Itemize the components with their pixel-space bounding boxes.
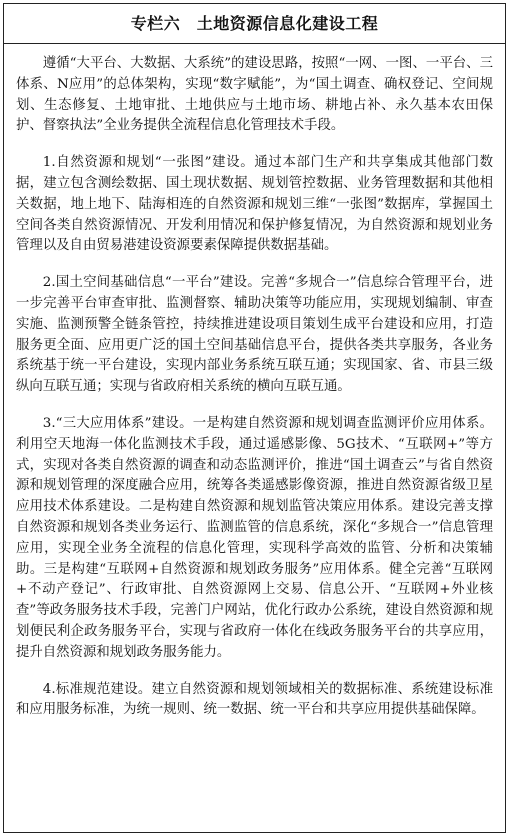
column-box [3, 3, 506, 833]
column-body [4, 44, 505, 834]
paragraph-one-platform: 2.国土空间基础信息“一平台”建设。完善“多规合一”信息综合管理平台，进一步完善平台审查审批、监测督察、辅助决策等功能应用，实现规划编制、审查实施、监测预警全链条管控，持续推进建设项目策划生成平台建设和应用，打造服务更全面、应用更广泛的国土空间基础信息平台，提供各类共享服务，各业务系统基于统一平台建设，实现内部业务系统互联互通；实现国家、省、市县三级纵向互联互通；实现与省政府相关系统的横向互联互通。 [16, 275, 493, 395]
paragraph-standards: 4.标准规范建设。建立自然资源和规划领域相关的数据标准、系统建设标准和应用服务标准，为统一规则、统一数据、统一平台和共享应用提供基础保障。 [16, 681, 493, 718]
column-title: 专栏六 土地资源信息化建设工程 [4, 4, 505, 44]
paragraph-one-map: 1.自然资源和规划“一张图”建设。通过本部门生产和共享集成其他部门数据，建立包含测绘数据、国土现状数据、规划管控数据、业务管理数据和其他相关数据，地上地下、陆海相连的自然资源和规划三维“一张图”数据库，掌握国土空间各类自然资源情况、开发利用情况和保护修复情况，为自然资源和规划业务管理以及自由贸易港建设资源要素保障提供数据基础。 [16, 155, 493, 254]
intro-paragraph: 遵循“大平台、大数据、大系统”的建设思路，按照“一网、一图、一平台、三体系、N应用”的总体架构，实现“数字赋能”，为“国土调查、确权登记、空间规划、生态修复、土地审批、土地供应与土地市场、耕地占补、永久基本农田保护、督察执法”全业务提供全流程信息化管理技术手段。 [16, 56, 493, 134]
paragraph-three-systems: 3.“三大应用体系”建设。一是构建自然资源和规划调查监测评价应用体系。利用空天地海一体化监测技术手段，通过遥感影像、5G技术、“互联网+”等方式，实现对各类自然资源的调查和动态监测评价，推进“国土调查云”与省自然资源和规划管理的深度融合应用，统筹各类遥感影像资源，推进自然资源省级卫星应用技术体系建设。二是构建自然资源和规划监管决策应用体系。建设完善支撑自然资源和规划各类业务运行、监测监管的信息系统，深化“多规合一”信息管理应用，实现全业务全流程的信息化管理，实现科学高效的监管、分析和决策辅助。三是构建“互联网+自然资源和规划政务服务”应用体系。健全完善“互联网+不动产登记”、行政审批、自然资源网上交易、信息公开、“互联网+外业核查”等政务服务技术手段，完善门户网站，优化行政办公系统，建设自然资源和规划便民利企政务服务平台，实现与省政府一体化在线政务服务平台的共享应用，提升自然资源和规划政务服务能力。 [16, 415, 493, 660]
